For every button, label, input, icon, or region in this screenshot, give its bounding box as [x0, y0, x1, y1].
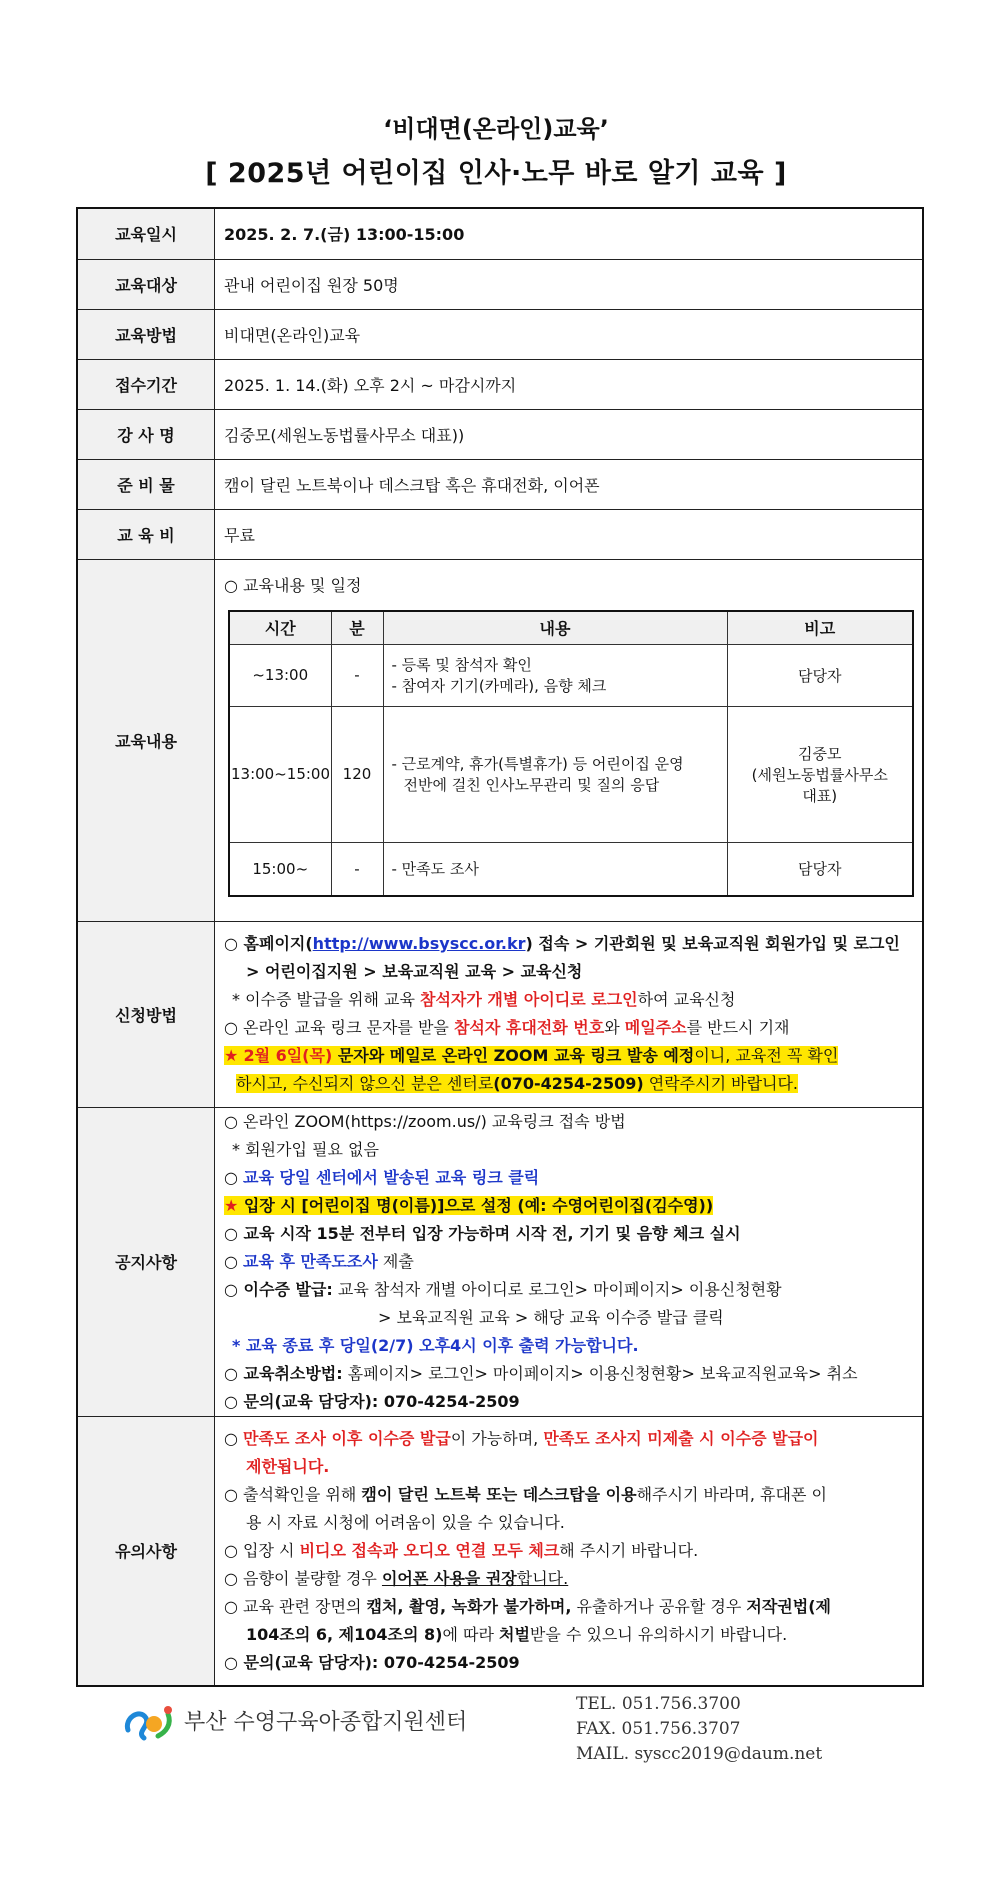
footer [0, 1692, 992, 1802]
info-row-instructor [77, 409, 923, 459]
info-label: 강 사 명 [77, 409, 215, 459]
schedule-content-line: - 만족도 조사 [391, 860, 479, 879]
schedule-header-note: 비고 [727, 611, 913, 645]
apply-line [224, 1042, 913, 1070]
apply-line [224, 1070, 913, 1098]
contact-info [576, 1692, 822, 1767]
caution-row [77, 1416, 923, 1686]
apply-line [224, 1014, 913, 1042]
notice-emphasis: 교육 후 만족도조사 [243, 1251, 378, 1271]
apply-text: 를 반드시 기재 [686, 1018, 790, 1037]
schedule-min: - [331, 644, 383, 706]
notice-emphasis: ○ 이수증 발급: [224, 1279, 333, 1299]
caution-line [224, 1621, 913, 1649]
caution-text: ○ 교육 관련 장면의 [224, 1596, 367, 1616]
info-value: 관내 어린이집 원장 50명 [215, 259, 924, 309]
schedule-note: 담당자 [727, 644, 913, 706]
caution-emphasis: 캡처, 촬영, 녹화가 불가하며, [366, 1596, 572, 1616]
info-row-target [77, 259, 923, 309]
schedule-header-time: 시간 [229, 611, 331, 645]
caution-emphasis: 비디오 접속과 오디오 연결 모두 체크 [299, 1540, 560, 1560]
info-row-datetime [77, 208, 923, 259]
schedule-min: - [331, 842, 383, 896]
apply-emphasis: 문자와 메일로 온라인 ZOOM 교육 링크 발송 예정 [332, 1046, 695, 1065]
star-icon: ★ [224, 1046, 244, 1065]
info-value: 무료 [215, 509, 924, 559]
apply-emphasis: 참석자 휴대전화 번호 [453, 1018, 605, 1037]
schedule-content-line: - 등록 및 참석자 확인 [391, 656, 532, 674]
center-name: 부산 수영구육아종합지원센터 [184, 1710, 468, 1735]
apply-emphasis: 메일주소 [624, 1018, 687, 1037]
apply-line [224, 986, 913, 1014]
apply-text: ) 접속 > 기관회원 및 보육교직원 회원가입 및 로그인 [525, 934, 900, 953]
notice-line: * 교육 종료 후 당일(2/7) 오후4시 이후 출력 가능합니다. [232, 1335, 639, 1355]
caution-emphasis: 이어폰 사용을 권장 [381, 1568, 517, 1588]
notice-cell [215, 1107, 924, 1416]
info-value: 비대면(온라인)교육 [215, 309, 924, 359]
info-value: 2025. 1. 14.(화) 오후 2시 ~ 마감시까지 [215, 359, 924, 409]
caution-line [224, 1565, 913, 1593]
notice-line [224, 1164, 913, 1192]
caution-cell [215, 1416, 924, 1686]
notice-line [224, 1276, 913, 1304]
caution-emphasis: 104조의 6, 제104조의 8) [246, 1624, 443, 1644]
apply-text: 와 [604, 1018, 625, 1037]
content-row [77, 559, 923, 921]
notice-label: 공지사항 [77, 1107, 215, 1416]
schedule-row [229, 644, 913, 706]
caution-emphasis: 만족도 조사지 미제출 시 이수증 발급이 [543, 1428, 819, 1448]
caution-line: 제한됩니다. [246, 1456, 330, 1476]
page-subtitle: ‘비대면(온라인)교육’ [383, 115, 609, 143]
caution-text: 이 가능하며, [450, 1428, 544, 1448]
notice-line: > 보육교직원 교육 > 해당 교육 이수증 발급 클릭 [378, 1307, 724, 1327]
caution-line [224, 1537, 913, 1565]
schedule-note [727, 706, 913, 842]
schedule-row [229, 706, 913, 842]
star-icon: ★ [224, 1195, 244, 1215]
notice-emphasis: ○ 교육취소방법: [224, 1363, 343, 1383]
caution-line: ○ 문의(교육 담당자): 070-4254-2509 [224, 1652, 520, 1672]
schedule-header-content: 내용 [383, 611, 727, 645]
apply-text: 하여 교육신청 [637, 990, 736, 1009]
schedule-header-min: 분 [331, 611, 383, 645]
caution-text: 받을 수 있으니 유의하시기 바랍니다. [529, 1624, 788, 1644]
info-label: 교육방법 [77, 309, 215, 359]
caution-emphasis: 캠이 달린 노트북 또는 데스크탑을 이용 [361, 1484, 637, 1504]
notice-line [224, 1360, 913, 1388]
center-logo-icon [122, 1702, 178, 1742]
notice-text: 교육 참석자 개별 아이디로 로그인> 마이페이지> 이용신청현황 [332, 1279, 782, 1299]
schedule-content-line: - 참여자 기기(카메라), 음향 체크 [391, 677, 607, 695]
caution-line [224, 1593, 913, 1621]
caution-text: 해주시기 바라며, 휴대폰 이 [636, 1484, 827, 1504]
info-label: 준 비 물 [77, 459, 215, 509]
schedule-note-line: (세원노동법률사무소 [751, 765, 888, 784]
notice-line: ○ 온라인 ZOOM(https://zoom.us/) 교육링크 접속 방법 [224, 1111, 626, 1131]
caution-emphasis: 만족도 조사 이후 이수증 발급 [243, 1428, 451, 1448]
caution-text: 에 따라 [442, 1624, 499, 1644]
contact-tel: TEL. 051.756.3700 [576, 1694, 741, 1714]
apply-emphasis: (070-4254-2509) [493, 1074, 644, 1093]
apply-cell [215, 921, 924, 1107]
schedule-time: ~13:00 [229, 644, 331, 706]
notice-row [77, 1107, 923, 1416]
schedule-min: 120 [331, 706, 383, 842]
caution-text: 합니다. [516, 1568, 569, 1588]
page-header [0, 112, 992, 194]
apply-text: 연락주시기 바랍니다. [643, 1074, 799, 1093]
info-label: 교육대상 [77, 259, 215, 309]
caution-text: ○ 출석확인을 위해 [224, 1484, 362, 1504]
apply-text: ○ 온라인 교육 링크 문자를 받을 [224, 1018, 454, 1037]
info-row-materials [77, 459, 923, 509]
info-value: 캠이 달린 노트북이나 데스크탑 혹은 휴대전화, 이어폰 [215, 459, 924, 509]
schedule-content [383, 644, 727, 706]
schedule-time: 13:00~15:00 [229, 706, 331, 842]
apply-row [77, 921, 923, 1107]
apply-emphasis: 참석자가 개별 아이디로 로그인 [420, 990, 638, 1009]
caution-line [224, 1481, 913, 1509]
apply-label: 신청방법 [77, 921, 215, 1107]
notice-text: ○ [224, 1251, 244, 1271]
caution-emphasis: 처벌 [499, 1624, 530, 1644]
info-label: 접수기간 [77, 359, 215, 409]
apply-text: * 이수증 발급을 위해 교육 [232, 990, 420, 1009]
caution-text: ○ 음향이 불량할 경우 [224, 1568, 382, 1588]
notice-emphasis: 교육 당일 센터에서 발송된 교육 링크 클릭 [243, 1167, 540, 1187]
info-row-period [77, 359, 923, 409]
content-heading: ○ 교육내용 및 일정 [224, 575, 362, 595]
caution-label: 유의사항 [77, 1416, 215, 1686]
notice-text: ○ [224, 1167, 244, 1187]
caution-text: ○ [224, 1428, 244, 1448]
caution-text: 유출하거나 공유할 경우 [571, 1596, 747, 1616]
schedule-row [229, 842, 913, 896]
notice-text: 홈페이지> 로그인> 마이페이지> 이용신청현황> 보육교직원교육> 취소 [342, 1363, 858, 1383]
info-value: 2025. 2. 7.(금) 13:00-15:00 [215, 208, 924, 259]
notice-line: ○ 문의(교육 담당자): 070-4254-2509 [224, 1391, 520, 1411]
course-info-table [76, 207, 924, 1687]
schedule-note-line: 김중모 [798, 744, 842, 763]
schedule-note: 담당자 [727, 842, 913, 896]
content-label: 교육내용 [77, 559, 215, 921]
notice-line: * 회원가입 필요 없음 [232, 1139, 379, 1159]
schedule-content-line: 전반에 걸친 인사노무관리 및 질의 응답 [403, 776, 660, 794]
caution-emphasis: 저작권법(제 [746, 1596, 831, 1616]
caution-text: ○ 입장 시 [224, 1540, 300, 1560]
notice-text: 제출 [377, 1251, 414, 1271]
schedule-content [383, 842, 727, 896]
notice-line: ○ 교육 시작 15분 전부터 입장 가능하며 시작 전, 기기 및 음향 체크 실시 [224, 1223, 741, 1243]
apply-emphasis: 2월 6일(목) [243, 1046, 333, 1065]
apply-line [224, 930, 913, 958]
schedule-content-line: - 근로계약, 휴가(특별휴가) 등 어린이집 운영 [391, 755, 684, 773]
schedule-time: 15:00~ [229, 842, 331, 896]
caution-text: 해 주시기 바랍니다. [559, 1540, 699, 1560]
apply-text: 하시고, 수신되지 않으신 분은 센터로 [236, 1074, 494, 1093]
apply-line: > 어린이집지원 > 보육교직원 교육 > 교육신청 [246, 962, 583, 981]
info-row-method [77, 309, 923, 359]
notice-line [224, 1192, 913, 1220]
info-row-fee [77, 509, 923, 559]
info-label: 교육일시 [77, 208, 215, 259]
apply-text: ○ 홈페이지( [224, 934, 313, 953]
content-cell [215, 559, 924, 921]
info-value: 김중모(세원노동법률사무소 대표)) [215, 409, 924, 459]
page-title: [ 2025년 어린이집 인사·노무 바로 알기 교육 ] [205, 158, 787, 189]
contact-mail: MAIL. syscc2019@daum.net [576, 1744, 823, 1764]
homepage-link[interactable]: http://www.bsyscc.or.kr [312, 934, 526, 953]
schedule-table [228, 610, 914, 898]
notice-emphasis: 입장 시 [어린이집 명(이름)]으로 설정 (예: 수영어린이집(김수영)) [243, 1195, 714, 1215]
contact-fax: FAX. 051.756.3707 [576, 1719, 741, 1739]
schedule-note-line: 대표) [802, 786, 838, 805]
notice-line [224, 1248, 913, 1276]
apply-text: 이니, 교육전 꼭 확인 [694, 1046, 839, 1065]
schedule-content [383, 706, 727, 842]
info-label: 교 육 비 [77, 509, 215, 559]
caution-line: 용 시 자료 시청에 어려움이 있을 수 있습니다. [246, 1512, 565, 1532]
caution-line [224, 1425, 913, 1453]
